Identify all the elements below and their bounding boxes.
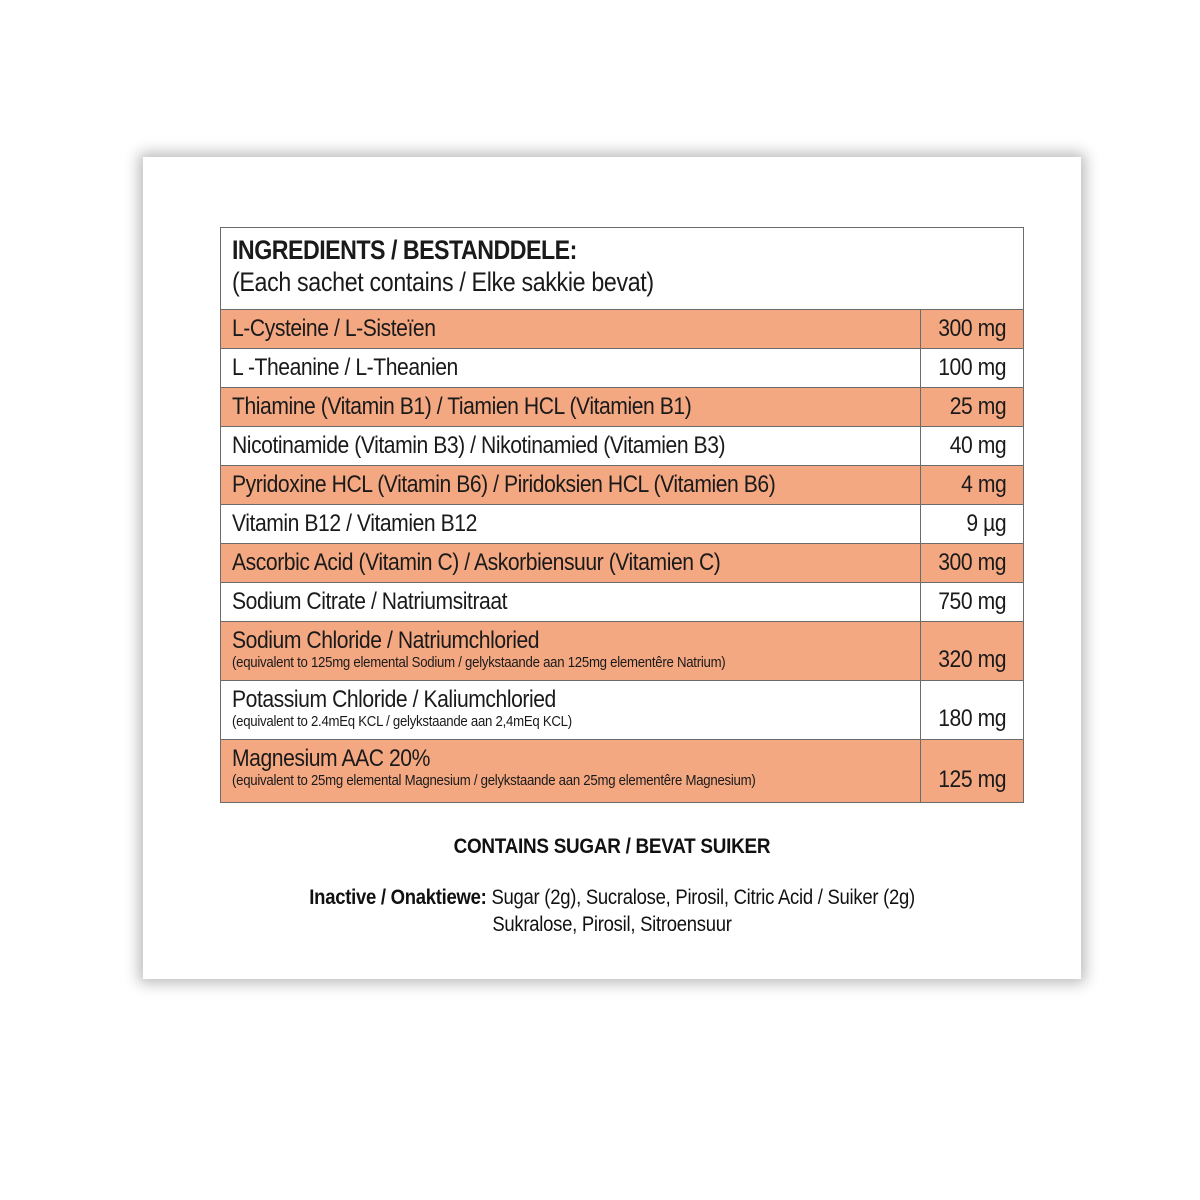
ingredient-name: L-Cysteine / L-Sisteïen (232, 315, 436, 342)
ingredients-table (220, 227, 1024, 803)
ingredient-amount-cell (921, 505, 1023, 543)
ingredient-name: Potassium Chloride / Kaliumchloried (232, 686, 556, 713)
ingredient-name: Magnesium AAC 20% (232, 745, 430, 772)
ingredient-name: Sodium Citrate / Natriumsitraat (232, 588, 508, 615)
ingredient-name-cell (221, 622, 921, 680)
ingredient-name: Thiamine (Vitamin B1) / Tiamien HCL (Vitamien B1) (232, 393, 692, 420)
ingredient-rows (221, 310, 1023, 802)
ingredient-name-cell (221, 349, 921, 387)
ingredients-title: INGREDIENTS / BESTANDDELE: (232, 235, 577, 265)
ingredient-row (221, 544, 1023, 583)
inactive-text-2: Sukralose, Pirosil, Sitroensuur (492, 913, 732, 936)
inactive-ingredients (143, 884, 1081, 938)
ingredient-name-cell (221, 681, 921, 739)
ingredient-name-cell (221, 544, 921, 582)
ingredient-note: (equivalent to 125mg elemental Sodium / gelykstaande aan 125mg elementêre Natrium) (232, 654, 726, 671)
ingredient-row (221, 583, 1023, 622)
ingredient-amount-cell (921, 681, 1023, 739)
ingredient-amount-cell (921, 310, 1023, 348)
ingredient-amount-cell (921, 740, 1023, 802)
ingredients-subtitle: (Each sachet contains / Elke sakkie bevat) (232, 267, 654, 297)
ingredient-row (221, 622, 1023, 681)
ingredient-name-cell (221, 427, 921, 465)
ingredient-name-cell (221, 310, 921, 348)
ingredient-row (221, 740, 1023, 802)
ingredient-amount-cell (921, 544, 1023, 582)
table-header (221, 228, 1023, 310)
ingredient-row (221, 427, 1023, 466)
ingredient-name: Sodium Chloride / Natriumchloried (232, 627, 540, 654)
ingredient-amount-cell (921, 622, 1023, 680)
ingredient-amount: 25 mg (949, 393, 1006, 420)
ingredient-amount-cell (921, 388, 1023, 426)
ingredient-name-cell (221, 466, 921, 504)
ingredient-amount: 125 mg (938, 766, 1006, 793)
ingredient-amount: 750 mg (938, 588, 1006, 615)
ingredient-amount: 180 mg (938, 705, 1006, 732)
inactive-line-2 (143, 911, 1081, 938)
ingredient-row (221, 310, 1023, 349)
ingredient-note: (equivalent to 2.4mEq KCL / gelykstaande aan 2,4mEq KCL) (232, 713, 572, 730)
contains-sugar-text: CONTAINS SUGAR / BEVAT SUIKER (453, 835, 771, 858)
ingredient-name: Pyridoxine HCL (Vitamin B6) / Piridoksien HCL (Vitamien B6) (232, 471, 776, 498)
ingredient-amount-cell (921, 466, 1023, 504)
label-card (143, 157, 1081, 979)
ingredient-row (221, 466, 1023, 505)
ingredient-amount: 320 mg (938, 646, 1006, 673)
ingredient-amount: 9 µg (966, 510, 1006, 537)
ingredient-amount: 300 mg (938, 549, 1006, 576)
ingredient-row (221, 505, 1023, 544)
ingredient-amount-cell (921, 349, 1023, 387)
ingredient-name: Vitamin B12 / Vitamien B12 (232, 510, 477, 537)
ingredient-name: L -Theanine / L-Theanien (232, 354, 458, 381)
ingredient-amount: 40 mg (949, 432, 1006, 459)
ingredient-amount: 300 mg (938, 315, 1006, 342)
ingredient-amount-cell (921, 583, 1023, 621)
ingredient-row (221, 388, 1023, 427)
inactive-label: Inactive / Onaktiewe: (309, 886, 487, 909)
ingredient-name-cell (221, 388, 921, 426)
ingredient-amount: 4 mg (960, 471, 1006, 498)
ingredient-row (221, 681, 1023, 740)
ingredient-name-cell (221, 740, 921, 802)
ingredient-name-cell (221, 505, 921, 543)
contains-sugar-notice (143, 835, 1081, 859)
ingredient-name-cell (221, 583, 921, 621)
inactive-line-1 (143, 884, 1081, 911)
ingredient-name: Nicotinamide (Vitamin B3) / Nikotinamied (Vitamien B3) (232, 432, 726, 459)
inactive-text-1: Sugar (2g), Sucralose, Pirosil, Citric Acid / Suiker (2g) (486, 886, 915, 909)
ingredient-amount: 100 mg (938, 354, 1006, 381)
ingredient-name: Ascorbic Acid (Vitamin C) / Askorbiensuur (Vitamien C) (232, 549, 721, 576)
ingredient-note: (equivalent to 25mg elemental Magnesium / gelykstaande aan 25mg elementêre Magnesium) (232, 772, 756, 789)
ingredient-amount-cell (921, 427, 1023, 465)
ingredient-row (221, 349, 1023, 388)
